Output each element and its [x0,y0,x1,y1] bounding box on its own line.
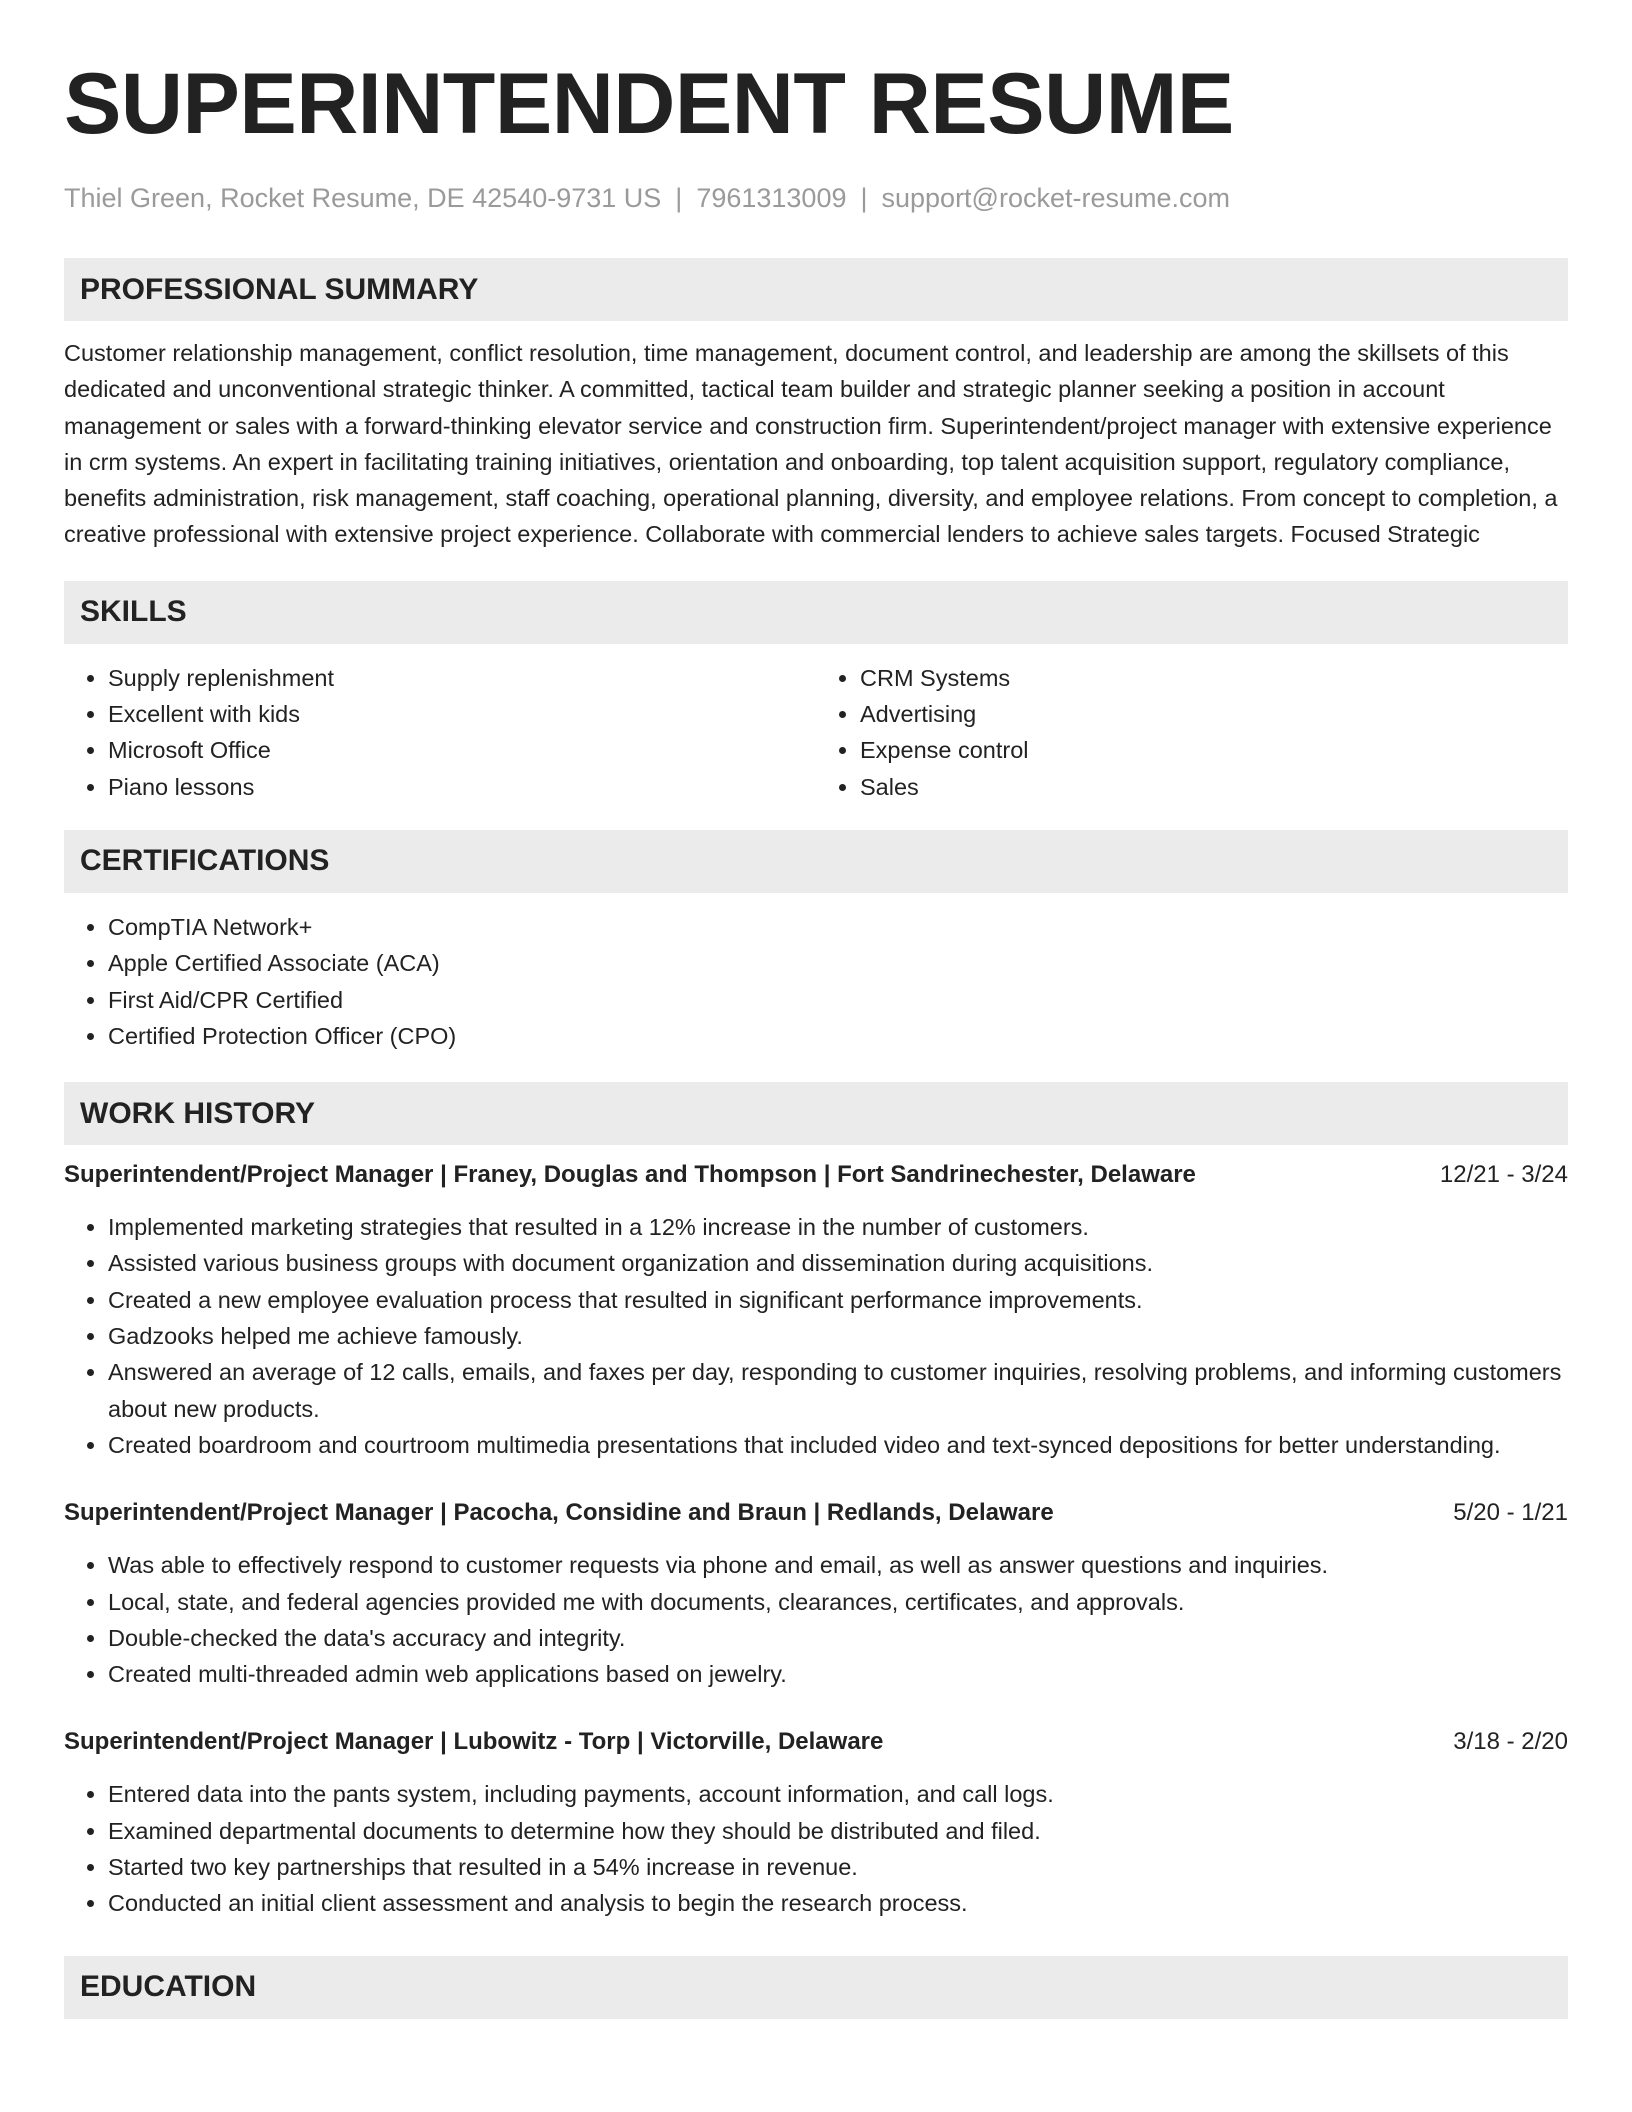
skill-item: • Excellent with kids [108,696,816,732]
contact-email[interactable]: support@rocket-resume.com [881,183,1231,213]
job-dates: 12/21 - 3/24 [1439,1161,1568,1189]
summary-text: Customer relationship management, conflict resolution, time management, document control, and leadership are among the skillsets of this dedicated and unconventional strategic thinker. A committed, tactical team builder and strategic planner seeking a position in account management or sales with a forward-thinking elevator service and construction firm. Superintendent/project manager with extensive experience in crm systems. An expert in facilitating training initiatives, orientation and onboarding, top talent acquisition support, regulatory compliance, benefits administration, risk management, staff coaching, operational planning, diversity, and employee relations. From concept to completion, a creative professional with extensive project experience. Collaborate with commercial lenders to achieve sales targets. Focused Strategic [64,340,1558,548]
skill-item: • Microsoft Office [108,732,816,768]
job-bullet: • Examined departmental documents to determine how they should be distributed and filed. [108,1813,1568,1849]
job-bullet: • Conducted an initial client assessment and analysis to begin the research process. [108,1885,1568,1921]
skills-list-left [64,660,816,805]
skill-item: • CRM Systems [860,660,1568,696]
job-dates: 3/18 - 2/20 [1453,1728,1568,1756]
job-bullet: • Implemented marketing strategies that resulted in a 12% increase in the number of customers. [108,1209,1568,1245]
skills-heading: SKILLS [64,581,1568,644]
skill-item: • Advertising [860,696,1568,732]
certification-item: • First Aid/CPR Certified [108,982,1568,1018]
job-bullet: • Entered data into the pants system, including payments, account information, and call logs. [108,1776,1568,1812]
job-bullet: • Created boardroom and courtroom multimedia presentations that included video and text-synced depositions for better understanding. [108,1427,1568,1463]
contact-separator: | [860,183,868,213]
job-header [64,1724,1568,1760]
summary-heading: PROFESSIONAL SUMMARY [64,258,1568,321]
certification-item: • Apple Certified Associate (ACA) [108,945,1568,981]
certification-item: • Certified Protection Officer (CPO) [108,1018,1568,1054]
job-entry [64,1495,1568,1692]
certification-item: • CompTIA Network+ [108,909,1568,945]
job-header [64,1495,1568,1531]
contact-phone: 7961313009 [696,183,847,213]
job-bullet: • Double-checked the data's accuracy and integrity. [108,1620,1568,1656]
skill-item: • Sales [860,769,1568,805]
contact-address: Thiel Green, Rocket Resume, DE 42540-9731 US [64,183,662,213]
job-header [64,1157,1568,1193]
skill-item: • Expense control [860,732,1568,768]
job-bullets [64,1209,1568,1463]
job-title: Superintendent/Project Manager | Pacocha, Considine and Braun | Redlands, Delaware [64,1499,1054,1527]
skills-grid [64,660,1568,805]
contact-line [64,180,1568,216]
education-heading: EDUCATION [64,1956,1568,2019]
certifications-list [64,909,1568,1054]
job-bullet: • Gadzooks helped me achieve famously. [108,1318,1568,1354]
contact-separator: | [675,183,683,213]
skill-item: • Supply replenishment [108,660,816,696]
certifications-heading: CERTIFICATIONS [64,830,1568,893]
job-bullet: • Created a new employee evaluation process that resulted in significant performance improvements. [108,1282,1568,1318]
job-title: Superintendent/Project Manager | Lubowitz - Torp | Victorville, Delaware [64,1728,884,1756]
job-bullets [64,1776,1568,1921]
job-title: Superintendent/Project Manager | Franey, Douglas and Thompson | Fort Sandrinechester, Delaware [64,1161,1196,1189]
job-bullet: • Created multi-threaded admin web applications based on jewelry. [108,1656,1568,1692]
job-bullet: • Was able to effectively respond to customer requests via phone and email, as well as answer questions and inquiries. [108,1547,1568,1583]
job-entry [64,1157,1568,1463]
job-bullet: • Started two key partnerships that resulted in a 54% increase in revenue. [108,1849,1568,1885]
job-bullet: • Answered an average of 12 calls, emails, and faxes per day, responding to customer inquiries, resolving problems, and informing customers about new products. [108,1354,1568,1427]
resume-title: SUPERINTENDENT RESUME [64,56,1234,152]
skill-item: • Piano lessons [108,769,816,805]
job-bullet: • Local, state, and federal agencies provided me with documents, clearances, certificates, and approvals. [108,1584,1568,1620]
job-bullets [64,1547,1568,1692]
job-entry [64,1724,1568,1921]
skills-list-right [816,660,1568,805]
work-history-heading: WORK HISTORY [64,1082,1568,1145]
job-bullet: • Assisted various business groups with document organization and dissemination during acquisitions. [108,1245,1568,1281]
job-dates: 5/20 - 1/21 [1453,1499,1568,1527]
